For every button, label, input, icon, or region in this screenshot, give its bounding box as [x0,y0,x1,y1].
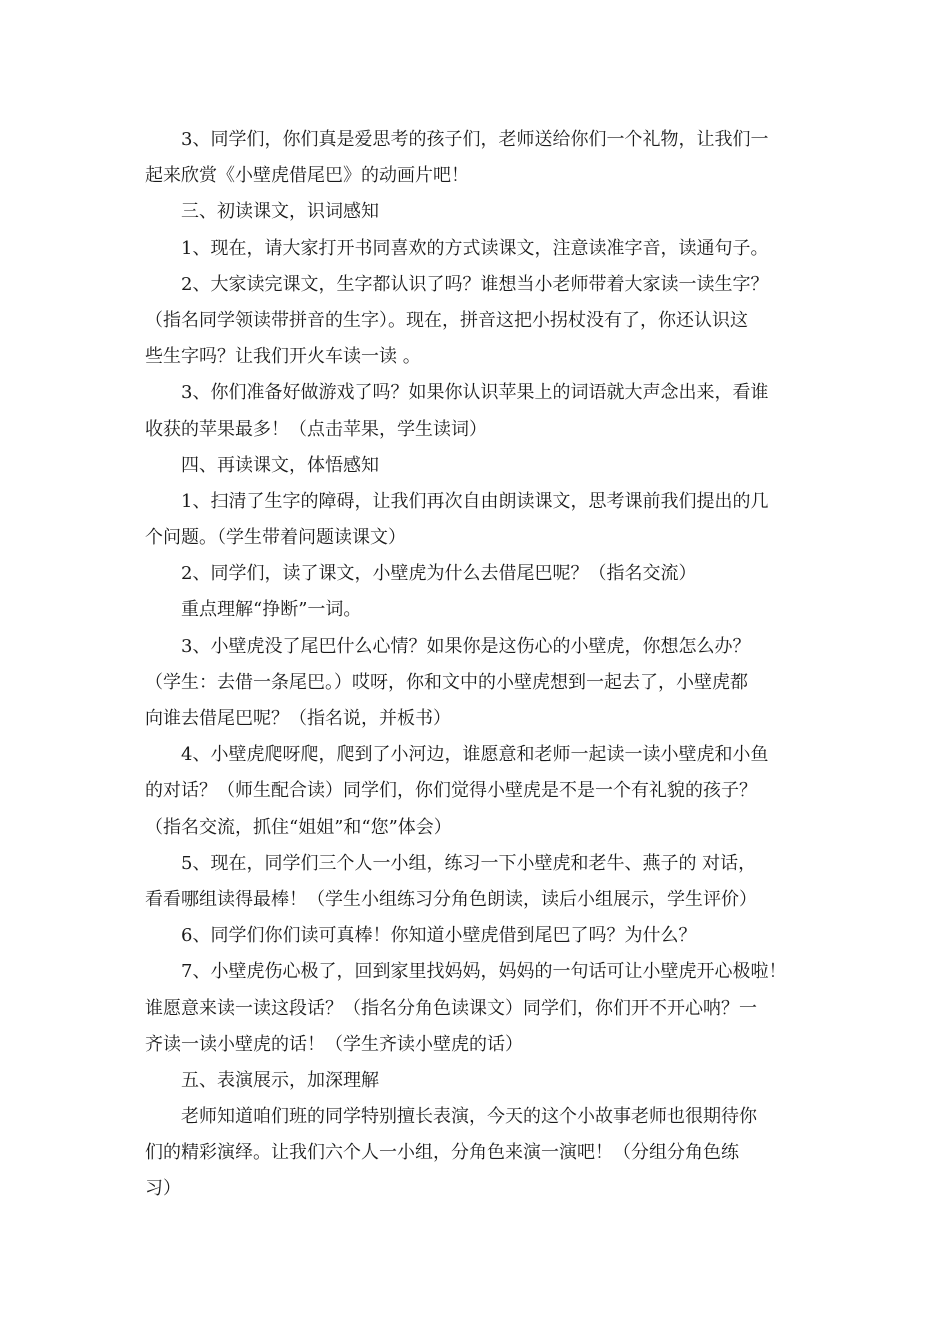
text-line: 4、小壁虎爬呀爬，爬到了小河边，谁愿意和老师一起读一读小壁虎和小鱼 [181,744,769,766]
text-line: 起来欣赏《小壁虎借尾巴》的动画片吧！ [145,165,469,187]
text-line: 7、小壁虎伤心极了，回到家里找妈妈，妈妈的一句话可让小壁虎开心极啦！ [181,961,787,983]
text-line: 们的精彩演绎。让我们六个人一小组，分角色来演一演吧！（分组分角色练 [145,1142,739,1164]
text-line: 2、同学们，读了课文，小壁虎为什么去借尾巴呢？（指名交流） [181,563,697,585]
text-line: 向谁去借尾巴呢？（指名说，并板书） [145,708,451,729]
text-line: 1、扫清了生字的障碍，让我们再次自由朗读课文，思考课前我们提出的几 [181,490,769,512]
text-line: 重点理解“挣断”一词。 [181,599,362,621]
text-line: 3、同学们，你们真是爱思考的孩子们，老师送给你们一个礼物，让我们一 [181,129,769,150]
text-line: 齐读一读小壁虎的话！（学生齐读小壁虎的话） [145,1033,523,1055]
text-line: 个问题。（学生带着问题读课文） [145,527,406,549]
text-line: 习） [145,1178,181,1200]
section-heading: 四、再读课文，体悟感知 [181,454,379,476]
document-body [145,122,825,1208]
text-line: 5、现在，同学们三个人一小组，练习一下小壁虎和老牛、燕子的 对话， [181,852,757,874]
text-line: 2、大家读完课文，生字都认识了吗？谁想当小老师带着大家读一读生字？ [181,273,769,295]
section-heading: 三、初读课文，识词感知 [181,201,379,223]
text-line: （指名同学领读带拼音的生字）。现在，拼音这把小拐杖没有了，你还认识这 [145,309,748,331]
text-line: 1、现在，请大家打开书同喜欢的方式读课文，注意读准字音，读通句子。 [181,237,769,259]
text-line: 3、小壁虎没了尾巴什么心情？如果你是这伤心的小壁虎，你想怎么办？ [181,635,751,657]
text-line: （指名交流，抓住“姐姐”和“您”体会） [145,816,452,838]
text-line: （学生：去借一条尾巴。）哎呀，你和文中的小壁虎想到一起去了，小壁虎都 [145,671,748,693]
text-line: 3、你们准备好做游戏了吗？如果你认识苹果上的词语就大声念出来，看谁 [181,382,769,404]
text-line: 6、同学们你们读可真棒！你知道小壁虎借到尾巴了吗？为什么？ [181,925,697,947]
text-line: 的对话？（师生配合读）同学们，你们觉得小壁虎是不是一个有礼貌的孩子？ [145,780,757,802]
text-line: 些生字吗？让我们开火车读一读 。 [145,346,421,368]
text-line: 谁愿意来读一读这段话？（指名分角色读课文）同学们，你们开不开心呐？一 [145,997,757,1019]
text-line: 收获的苹果最多！（点击苹果，学生读词） [145,418,487,440]
text-line: 老师知道咱们班的同学特别擅长表演，今天的这个小故事老师也很期待你 [181,1106,757,1128]
text-line: 看看哪组读得最棒！（学生小组练习分角色朗读，读后小组展示，学生评价） [145,888,757,910]
section-heading: 五、表演展示，加深理解 [181,1069,379,1091]
